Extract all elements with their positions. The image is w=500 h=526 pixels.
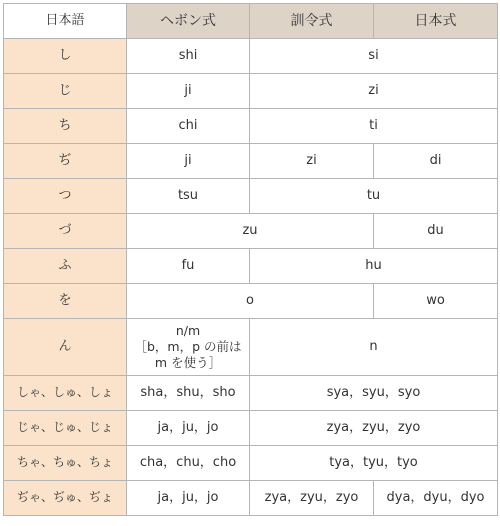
kana-cell: つ	[4, 179, 127, 214]
kana-cell: しゃ、しゅ、しょ	[4, 376, 127, 411]
table-row	[4, 249, 498, 284]
kana-cell: ん	[4, 319, 127, 376]
hepburn-note-cell	[127, 319, 250, 376]
nihon-cell: dya，dyu，dyo	[374, 481, 498, 516]
table-row	[4, 376, 498, 411]
kana-cell: を	[4, 284, 127, 319]
hepburn-cell: shi	[127, 39, 250, 74]
header-nihon: 日本式	[374, 4, 498, 39]
kana-cell: ち	[4, 109, 127, 144]
romanization-table	[3, 3, 498, 516]
kunrei-nihon-cell: sya，syu，syo	[250, 376, 498, 411]
hepburn-cell: sha，shu，sho	[127, 376, 250, 411]
hepburn-cell: chi	[127, 109, 250, 144]
header-japanese: 日本語	[4, 4, 127, 39]
hepburn-cell: ji	[127, 74, 250, 109]
nihon-cell: du	[374, 214, 498, 249]
hepburn-kunrei-cell: o	[127, 284, 374, 319]
table-row	[4, 214, 498, 249]
hepburn-cell: fu	[127, 249, 250, 284]
kunrei-nihon-cell: ti	[250, 109, 498, 144]
table-row	[4, 179, 498, 214]
nihon-cell: di	[374, 144, 498, 179]
kana-cell: ちゃ、ちゅ、ちょ	[4, 446, 127, 481]
hepburn-note-line: ［b，m，p の前は	[134, 338, 242, 354]
hepburn-cell: ja，ju，jo	[127, 481, 250, 516]
kunrei-nihon-cell: si	[250, 39, 498, 74]
kana-cell: し	[4, 39, 127, 74]
hepburn-cell: cha，chu，cho	[127, 446, 250, 481]
header-kunrei: 訓令式	[250, 4, 374, 39]
table-row	[4, 481, 498, 516]
hepburn-cell: ji	[127, 144, 250, 179]
table-row	[4, 284, 498, 319]
table-row	[4, 144, 498, 179]
kana-cell: づ	[4, 214, 127, 249]
kana-cell: ぢゃ、ぢゅ、ぢょ	[4, 481, 127, 516]
kunrei-nihon-cell: zya，zyu，zyo	[250, 411, 498, 446]
table-row	[4, 411, 498, 446]
kunrei-cell: zya，zyu，zyo	[250, 481, 374, 516]
hepburn-kunrei-cell: zu	[127, 214, 374, 249]
table-row	[4, 74, 498, 109]
kana-cell: ふ	[4, 249, 127, 284]
table-row	[4, 446, 498, 481]
header-hepburn: ヘボン式	[127, 4, 250, 39]
table-row	[4, 319, 498, 376]
kunrei-nihon-cell: hu	[250, 249, 498, 284]
kana-cell: じ	[4, 74, 127, 109]
kunrei-cell: zi	[250, 144, 374, 179]
nihon-cell: wo	[374, 284, 498, 319]
table-row	[4, 39, 498, 74]
kana-cell: ぢ	[4, 144, 127, 179]
kunrei-nihon-cell: tu	[250, 179, 498, 214]
kunrei-nihon-cell: zi	[250, 74, 498, 109]
hepburn-cell: ja，ju，jo	[127, 411, 250, 446]
kunrei-nihon-cell: n	[250, 319, 498, 376]
kana-cell: じゃ、じゅ、じょ	[4, 411, 127, 446]
hepburn-note-line: m を使う］	[154, 355, 222, 371]
kunrei-nihon-cell: tya，tyu，tyo	[250, 446, 498, 481]
table-row	[4, 109, 498, 144]
hepburn-note-line: n/m	[175, 322, 201, 338]
hepburn-cell: tsu	[127, 179, 250, 214]
